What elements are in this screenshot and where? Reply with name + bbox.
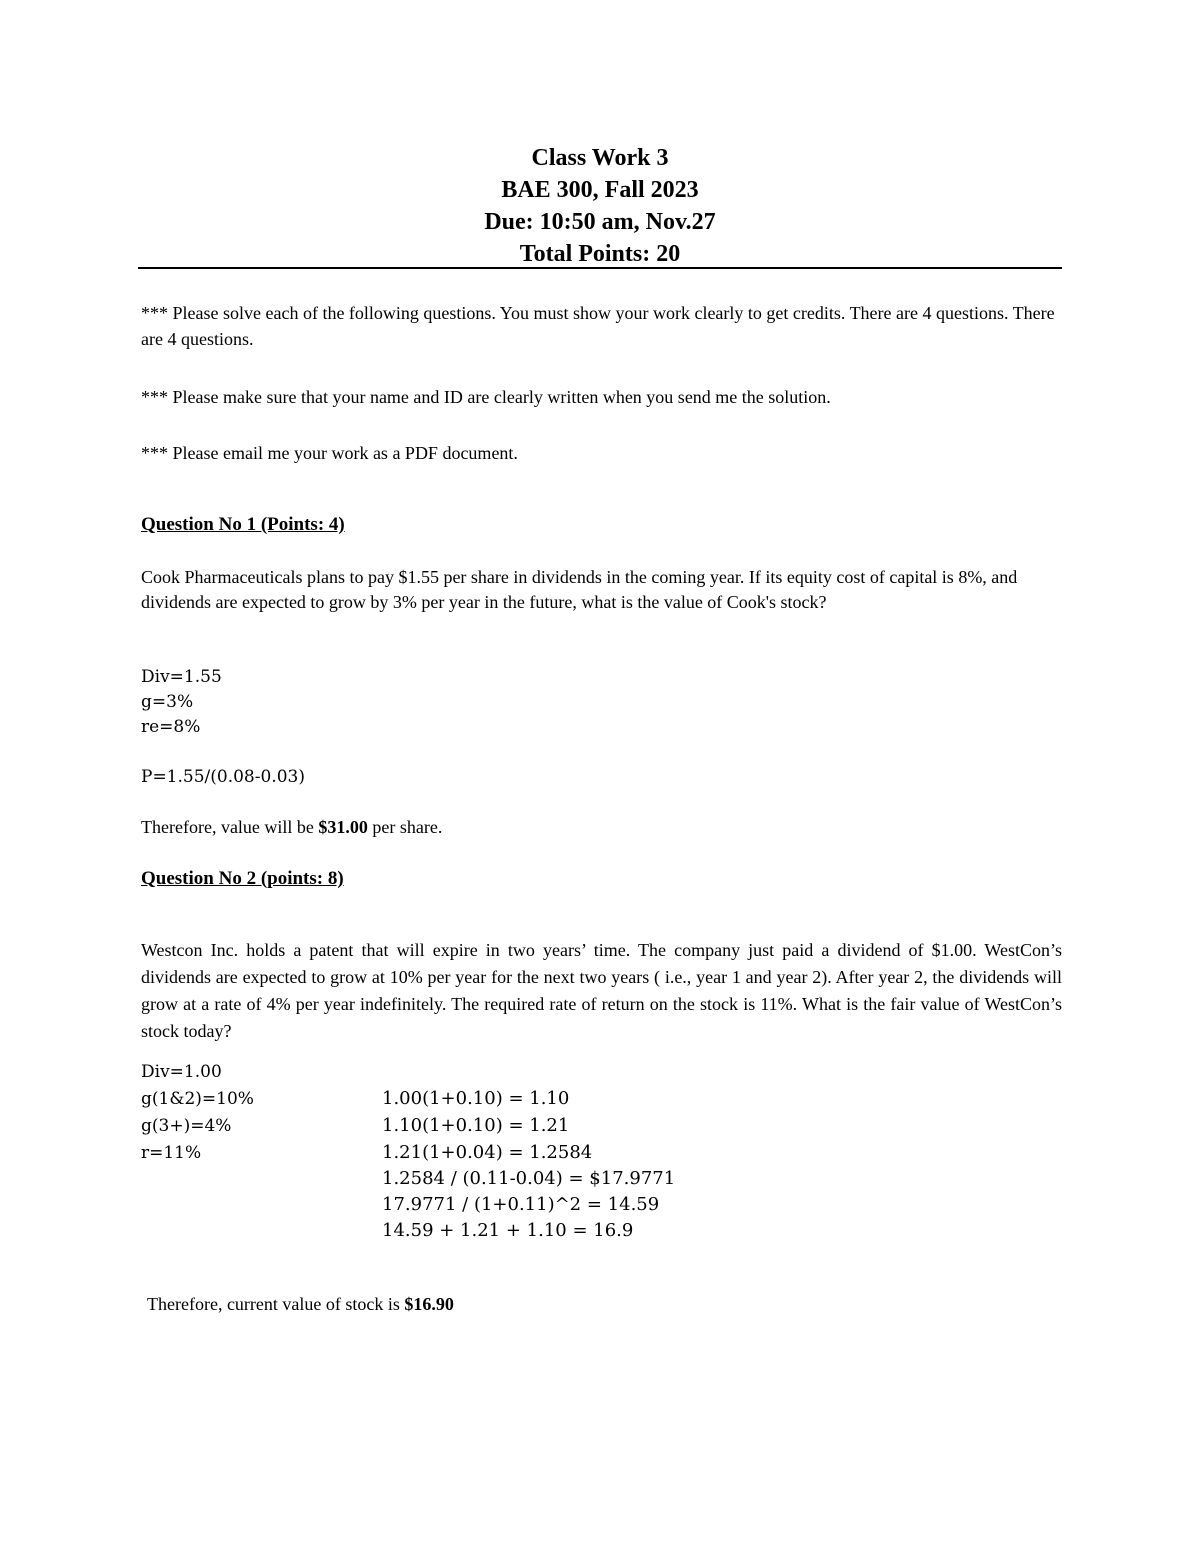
q2-step-1: 1.00(1+0.10) = 1.10: [382, 1088, 570, 1109]
instruction-3: *** Please email me your work as a PDF document.: [141, 443, 518, 463]
q2-given-g3: g(3+)=4%: [141, 1116, 232, 1136]
q1-answer-value: $31.00: [318, 817, 368, 837]
q2-step-6: 14.59 + 1.21 + 1.10 = 16.9: [382, 1220, 634, 1241]
q1-answer-suffix: per share.: [367, 817, 443, 837]
question-2-title: Question No 2 (points: 8): [141, 868, 344, 889]
q1-formula: P=1.55/(0.08-0.03): [141, 767, 305, 787]
q2-answer-prefix: Therefore, current value of stock is: [147, 1294, 405, 1314]
q2-step-4: 1.2584 / (0.11-0.04) = $17.9771: [382, 1168, 676, 1189]
instruction-1: *** Please solve each of the following questions. You must show your work clearly to get credits. There are 4 questions. There are 4 questions.: [141, 303, 1055, 349]
q1-answer-prefix: Therefore, value will be: [141, 817, 319, 837]
question-1-title: Question No 1 (Points: 4): [141, 514, 345, 535]
q1-given-g: g=3%: [141, 692, 194, 712]
instruction-2: *** Please make sure that your name and ID are clearly written when you send me the solution.: [141, 387, 831, 407]
header-due-date: Due: 10:50 am, Nov.27: [484, 209, 716, 235]
q1-given-re: re=8%: [141, 717, 201, 737]
q2-step-3: 1.21(1+0.04) = 1.2584: [382, 1142, 593, 1163]
q2-given-r: r=11%: [141, 1143, 202, 1163]
header-course: BAE 300, Fall 2023: [501, 177, 699, 203]
q2-answer: [147, 1291, 1068, 1317]
header-divider: [138, 267, 1062, 269]
q1-given-div: Div=1.55: [141, 667, 222, 687]
q2-given-g12: g(1&2)=10%: [141, 1089, 254, 1109]
header-total-points: Total Points: 20: [519, 241, 681, 267]
question-2-prompt: Westcon Inc. holds a patent that will expire in two years’ time. The company just paid a dividend of $1.00. WestCon’s dividends are expected to grow at 10% per year for the next two years ( i.e., year 1 and year 2). After year 2, the dividends will grow at a rate of 4% per year indefinitely. The required rate of return on the stock is 11%. What is the fair value of WestCon’s stock today?: [141, 940, 1062, 1041]
document-header: [138, 142, 1062, 270]
header-title: Class Work 3: [531, 145, 669, 171]
q2-step-2: 1.10(1+0.10) = 1.21: [382, 1115, 570, 1136]
q2-given-div: Div=1.00: [141, 1062, 222, 1082]
q1-answer: [141, 814, 1062, 840]
question-1-prompt: Cook Pharmaceuticals plans to pay $1.55 per share in dividends in the coming year. If its equity cost of capital is 8%, and dividends are expected to grow by 3% per year in the future, what is the value of Cook's stock?: [141, 567, 1018, 612]
q2-answer-value: $16.90: [404, 1294, 454, 1314]
q2-step-5: 17.9771 / (1+0.11)^2 = 14.59: [382, 1194, 660, 1215]
